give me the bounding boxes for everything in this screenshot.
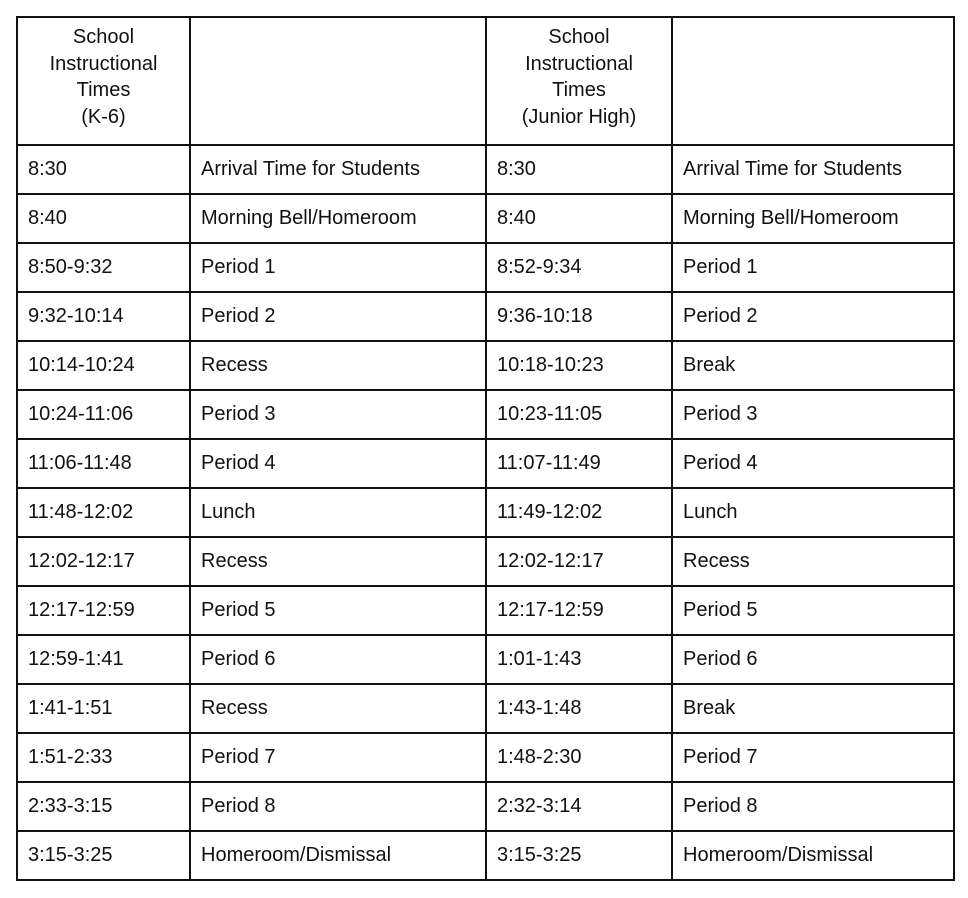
jh-activity-cell: Break [672,684,954,733]
jh-activity-cell: Period 5 [672,586,954,635]
k6-time-cell: 10:14-10:24 [17,341,190,390]
jh-time-cell: 12:02-12:17 [486,537,672,586]
table-row [17,684,954,733]
k6-activity-cell: Period 6 [190,635,486,684]
k6-activity-cell: Period 1 [190,243,486,292]
jh-time-cell: 8:40 [486,194,672,243]
jh-time-cell: 12:17-12:59 [486,586,672,635]
jh-time-cell: 3:15-3:25 [486,831,672,880]
jh-activity-cell: Period 4 [672,439,954,488]
jh-activity-cell: Morning Bell/Homeroom [672,194,954,243]
k6-time-cell: 12:02-12:17 [17,537,190,586]
k6-activity-cell: Period 7 [190,733,486,782]
k6-activity-cell: Recess [190,341,486,390]
jh-activity-cell: Period 8 [672,782,954,831]
k6-time-cell: 8:50-9:32 [17,243,190,292]
header-line: (K-6) [81,105,126,128]
k6-time-cell: 12:17-12:59 [17,586,190,635]
table-row [17,390,954,439]
header-line: School [548,26,610,48]
k6-time-cell: 1:41-1:51 [17,684,190,733]
jh-activity-cell: Arrival Time for Students [672,145,954,194]
k6-time-cell: 11:48-12:02 [17,488,190,537]
header-k6-activity [190,17,486,145]
header-jh-times [486,17,672,145]
jh-activity-cell: Period 6 [672,635,954,684]
k6-activity-cell: Period 5 [190,586,486,635]
table-row [17,586,954,635]
header-line: Instructional [49,52,158,75]
k6-activity-cell: Period 2 [190,292,486,341]
table-row [17,243,954,292]
k6-time-cell: 8:40 [17,194,190,243]
k6-activity-cell: Recess [190,684,486,733]
table-row [17,782,954,831]
k6-activity-cell: Recess [190,537,486,586]
jh-activity-cell: Homeroom/Dismissal [672,831,954,880]
table-row [17,194,954,243]
jh-activity-cell: Lunch [672,488,954,537]
jh-time-cell: 10:23-11:05 [486,390,672,439]
k6-time-cell: 9:32-10:14 [17,292,190,341]
table-row [17,733,954,782]
k6-time-cell: 1:51-2:33 [17,733,190,782]
jh-activity-cell: Period 1 [672,243,954,292]
k6-activity-cell: Period 4 [190,439,486,488]
jh-activity-cell: Period 3 [672,390,954,439]
header-line: (Junior High) [521,105,637,128]
header-line: Times [552,79,606,101]
header-row [17,17,954,145]
schedule-table [16,16,955,881]
jh-time-cell: 1:43-1:48 [486,684,672,733]
k6-activity-cell: Lunch [190,488,486,537]
header-k6-times [17,17,190,145]
jh-time-cell: 1:48-2:30 [486,733,672,782]
table-row [17,831,954,880]
table-row [17,635,954,684]
jh-activity-cell: Recess [672,537,954,586]
jh-activity-cell: Period 2 [672,292,954,341]
k6-time-cell: 10:24-11:06 [17,390,190,439]
k6-time-cell: 3:15-3:25 [17,831,190,880]
table-row [17,537,954,586]
jh-time-cell: 9:36-10:18 [486,292,672,341]
jh-time-cell: 8:52-9:34 [486,243,672,292]
header-line: Times [76,79,131,101]
k6-activity-cell: Period 8 [190,782,486,831]
k6-time-cell: 12:59-1:41 [17,635,190,684]
k6-activity-cell: Morning Bell/Homeroom [190,194,486,243]
jh-activity-cell: Break [672,341,954,390]
k6-activity-cell: Arrival Time for Students [190,145,486,194]
jh-activity-cell: Period 7 [672,733,954,782]
header-line: Instructional [525,52,633,75]
table-row [17,439,954,488]
table-row [17,292,954,341]
table-row [17,145,954,194]
header-jh-activity [672,17,954,145]
jh-time-cell: 8:30 [486,145,672,194]
jh-time-cell: 11:49-12:02 [486,488,672,537]
k6-time-cell: 2:33-3:15 [17,782,190,831]
jh-time-cell: 1:01-1:43 [486,635,672,684]
jh-time-cell: 11:07-11:49 [486,439,672,488]
k6-activity-cell: Homeroom/Dismissal [190,831,486,880]
jh-time-cell: 10:18-10:23 [486,341,672,390]
k6-time-cell: 11:06-11:48 [17,439,190,488]
table-row [17,341,954,390]
jh-time-cell: 2:32-3:14 [486,782,672,831]
header-line: School [72,26,135,48]
k6-time-cell: 8:30 [17,145,190,194]
table-row [17,488,954,537]
k6-activity-cell: Period 3 [190,390,486,439]
schedule-body [17,145,954,880]
